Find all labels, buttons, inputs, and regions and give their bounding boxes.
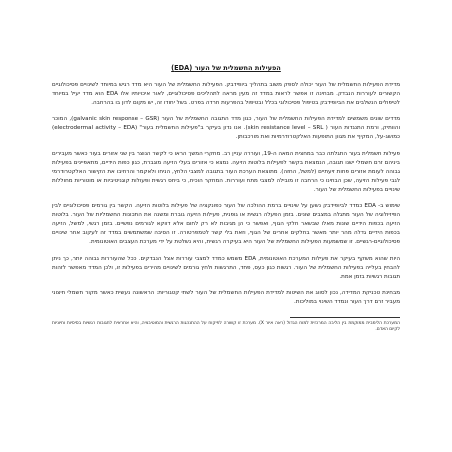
page-title: הפעילות החשמלית של העור (EDA): [171, 64, 281, 72]
footnote: המערכת הלימבית ממוקמת בין הליבה המרכזית למוח הגדול (ראה איור X). מערכת זו קשורה לפיקוח על ההתנהגות הרגשית והמוטיבציה, והיא אחראית לתגובות רגשיות בסיסיות וחיוניות לקיום האדם.: [52, 320, 400, 333]
paragraph-1: מדידת הפעילות החשמלית של העור יכולה לספק משוב בתהליך ביופידבק. הפעילות החשמלית של העור היא מדד רגיש במיוחד לשינויים פסיכולוגיים הקשורים לעוררות הנבדק. מבחינה זו אפשר לראות במדד זה מעין מראה לתהליכים פסיכולוגיים, לאור איכויותיו אלו EDA הוא מדד יעיל במיוחד לטיפולים הנשלבים את הביופידבק בטיפול פסיכולוגי בכלל ובטיפול בהפרעות חרדה בפרט. בשל יחודו זה, יש מקום לדון בו בהרחבה.: [52, 82, 400, 107]
paragraph-3: פעילות חשמלית בעור התגלתה כבר במחצית המאה ה-19, ועוררה עניין רב. מחקרי המשך הראו כי לקשר הנוצר בין שני אזורים בעור כאשר מעבירים ביניהם זרם חשמלי ישנו תגובה, הנמצאת בקשר לפעילות בלוטות הזיעה. נמצא כי אזורים בעלי הזיעה מוגברת, כגון כפות הידיים, מתאפיינים בפעילות גבוהה לעומת אזורים פחות זיעתיים (למשל, החזה). מתוצאת הערכת העור בתגובה למצבי הלחץ, הניחו ולאקמר והרחיבו את הקישור האלקטרודרמי לגבי פעילות הזיעה, שכן הבחינו כי הרחבה זו מובילה למצבי מתח ועוררות. המחקר הוכיח, כי ביחס רגשית ופעולות קוגניטיביות או מוטוריות מחוללות שינויים בפעילות החשמלית של העור.: [52, 150, 401, 193]
paragraph-2: מדדים שונים משמשים למדידת הפעילות החשמלית של העור, כגון מדד התגובה החשמלית של העור (galvanic skin response – GSR), המוכר והוותיק, ורמת התנגדות העור ( skin resistance level – SRL). אנו נדון בעיקר ב"פעילות החשמלית בעור" (electrodermal activity – EDA) כמושג-על, המקיף את מגוון התופעות האלקטרודרמיות ואת מורכבותן.: [52, 116, 400, 141]
paragraph-4: שימוש ב- EDA כמדד לביופידבק נשען על שינויים ברמת ההולכה של העור כפונקציה של פעילות בלוטות הזיעה. הקשר בין גורמים פסיכולוגיים לבין הפיזיולוגיה של העור מתגלה במצבים שונים. בזמן הפעלה רגשית או גופנית, פעילות הזיעה גוברת ומשנה את התכונות החשמליות של העור. בלוטות הזיעה בכפות הידיים שונות מאלו שבשאר חלקי הגוף, ואפשר כי הן מגיבות לא רק לחום אלא דווקא לגורמים נפשיים. בזמן רגשי, למשל, הזיעה בכפות הידיים גדלה מהר יותר מאשר בחלקים אחרים של הגוף, וזאת בלי קשר לטמפרטורה. זו הסיבה שמשתמשים במדד זה לעקוב אחר שינויים פסיכולוגיים-רגשיים. זו שמשמעות הפעילות החשמלית של העור היא בעיקרה רגשית, והיא נשלטת על ידי מערכת העצבים האוטונומית.: [52, 203, 400, 246]
document-page: [52, 64, 400, 334]
paragraph-5: היות שהוא משקף בעיקר את פעילות המערכת האוטונומית, EDA משמש כמדד למצבי עוררות אצל הנבדקים. ככל שהעוררות גבוהה יותר, כך ניתן להבחין בעלייה בפעילות החשמלית של העור. רגשות כגון כעס, פחד, התרגשות ולחץ גורמים לשינויים מהירים בפעילות זו, ולכן המדד מאפשר לזהות תגובות רגשיות בזמן אמת.: [52, 255, 400, 280]
paragraph-6: מבחינת טכניקת המדידה, נכון לסווג את השיטות למדידת הפעילות החשמלית של העור לשתי קטגוריות: הראשונה נעשית כאשר מקור חשמלי חיצוני מעביר זרם דרך העור ונמדד השינוי במוליכות.: [52, 289, 400, 305]
footnote-separator: [290, 317, 400, 318]
